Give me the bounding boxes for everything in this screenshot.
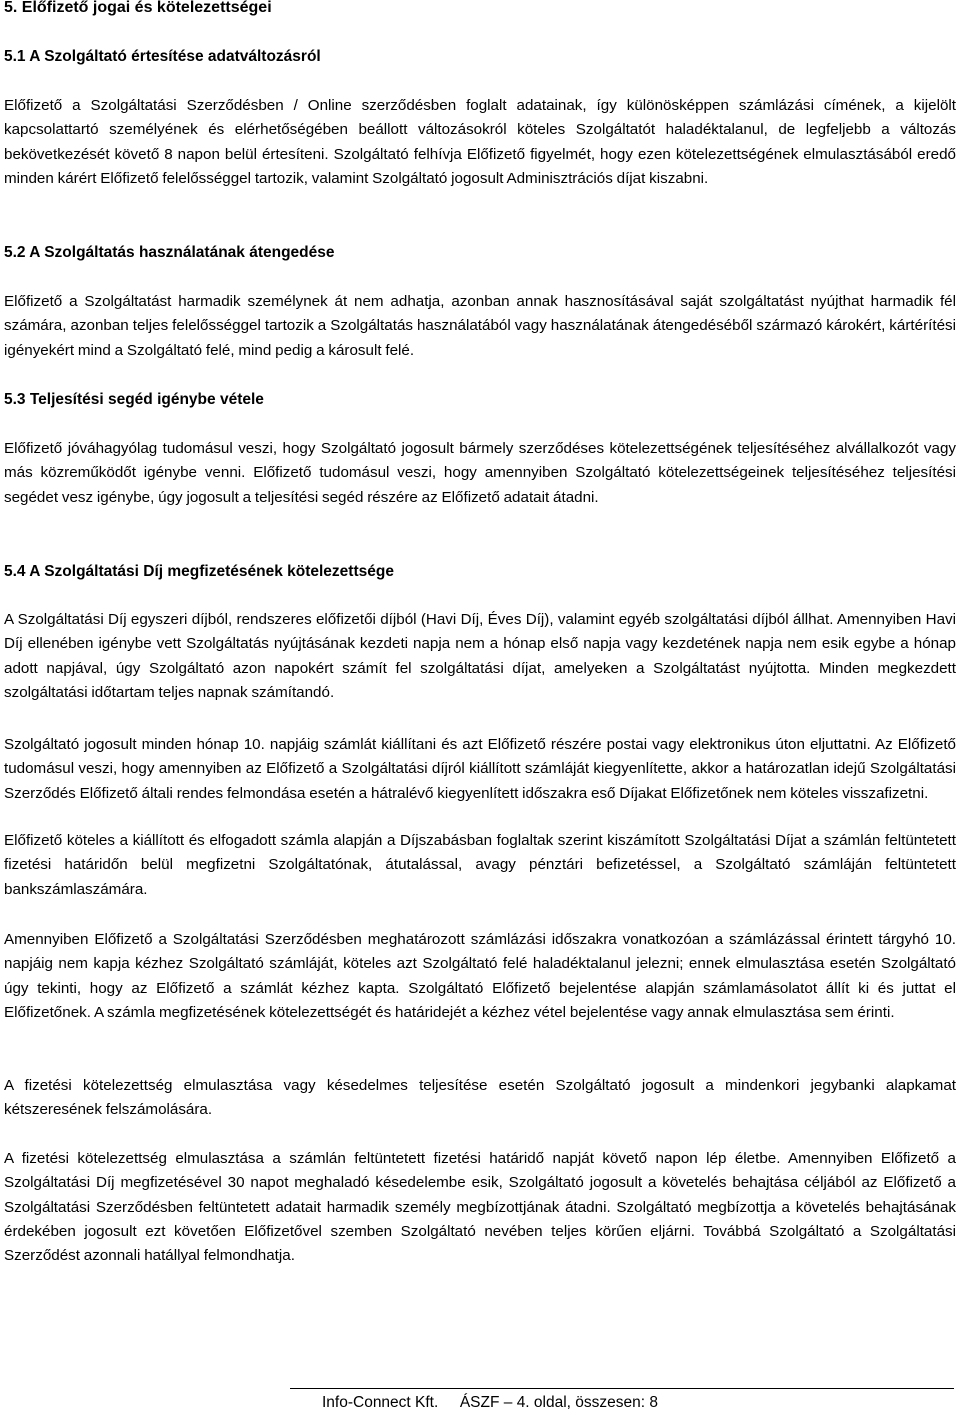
footer-company: Info-Connect Kft. bbox=[321, 1394, 439, 1411]
section-title: 5. Előfizető jogai és kötelezettségei bbox=[4, 0, 272, 16]
paragraph: A fizetési kötelezettség elmulasztása vagy késedelmes teljesítése esetén Szolgáltató jogosult a mindenkori jegybanki alapkamat kétszeresének felszámolására. bbox=[4, 1077, 956, 1119]
paragraph: Amennyiben Előfizető a Szolgáltatási Szerződésben meghatározott számlázási időszakra vonatkozóan a számlázással érintett tárgyhó 10. napjáig nem kapja kézhez Szolgáltató számláját, köteles azt Szolgáltató felé haladéktalanul jelezni; ennek elmulasztása esetén Szolgáltató úgy tekinti, hogy az Előfizető a számlát kézhez kapta. Szolgáltató Előfizető bejelentése alapján számlamásolatot állít ki és juttat el Előfizetőnek. A számla megfizetésének kötelezettségét és határidejét a kézhez vétel bejelentése vagy annak elmulasztása sem érinti. bbox=[4, 931, 956, 1021]
footer-divider bbox=[290, 1388, 954, 1389]
paragraph: Előfizető jóváhagyólag tudomásul veszi, hogy Szolgáltató jogosult bármely szerződéses kötelezettségének teljesítéséhez alvállalkozót vagy más közreműködőt igénybe venni. Előfizető tudomásul veszi, hogy amennyiben Szolgáltató kötelezettségeinek teljesítéséhez teljesítési segédet vesz igénybe, úgy jogosult a teljesítési segéd részére az Előfizető adatait átadni. bbox=[4, 440, 956, 506]
subsection-title: 5.4 A Szolgáltatási Díj megfizetésének kötelezettsége bbox=[4, 563, 394, 580]
paragraph: Előfizető köteles a kiállított és elfogadott számla alapján a Díjszabásban foglaltak szerint kiszámított Szolgáltatási Díjat a számlán feltüntetett fizetési határidőn belül megfizetni Szolgáltatónak, átutalással, avagy pénztári befizetéssel, a Szolgáltató számláján feltüntetett bankszámlaszámára. bbox=[4, 832, 956, 898]
subsection-title: 5.1 A Szolgáltató értesítése adatváltozásról bbox=[4, 48, 321, 65]
paragraph: Szolgáltató jogosult minden hónap 10. napjáig számlát kiállítani és azt Előfizető részére postai vagy elektronikus úton eljuttatni. Az Előfizető tudomásul veszi, hogy amennyiben az Előfizető a Szolgáltatási díjról kiállított számláját kiegyenlítette, akkor a határozatlan idejű Szolgáltatási Szerződés Előfizető általi rendes felmondása esetén a hátralévő kiegyenlített időszakra eső Díjakat Előfizetőnek nem köteles visszafizetni. bbox=[4, 736, 956, 802]
page-footer bbox=[0, 1388, 960, 1412]
footer-text bbox=[0, 1392, 960, 1414]
paragraph: Előfizető a Szolgáltatási Szerződésben / Online szerződésben foglalt adatainak, így különösképpen számlázási címének, a kijelölt kapcsolattartó személyének és elérhetőségében beállott változásokról köteles Szolgáltatót haladéktalanul, de legfeljebb a változás bekövetkezését követő 8 napon belül értesíteni. Szolgáltató felhívja Előfizető figyelmét, hogy ezen kötelezettségének elmulasztásából eredő minden kárért Előfizető felelősséggel tartozik, valamint Szolgáltató jogosult Adminisztrációs díjat kiszabni. bbox=[4, 97, 956, 187]
subsection-title: 5.2 A Szolgáltatás használatának átengedése bbox=[4, 244, 335, 261]
paragraph: A fizetési kötelezettség elmulasztása a számlán feltüntetett fizetési határidő napját követő napon lép életbe. Amennyiben Előfizető a Szolgáltatási Díj megfizetésével 30 napot meghaladó késedelembe esik, Szolgáltató jogosult a követelés behajtása céljából az Előfizető a Szolgáltatási Szerződésben feltüntetett adatait harmadik személy megbízottjának átadni. Szolgáltató megbízottja a követelés behajtásának érdekében jogosult ezt követően Előfizetővel szemben Szolgáltató nevében teljes körűen eljárni. Továbbá Szolgáltató a Szolgáltatási Szerződést azonnali hatállyal felmondhatja. bbox=[4, 1150, 956, 1265]
paragraph: Előfizető a Szolgáltatást harmadik személynek át nem adhatja, azonban annak hasznosításával saját szolgáltatást nyújthat harmadik fél számára, azonban teljes felelősséggel tartozik a Szolgáltatás használatából vagy használatának átengedéséből származó károkért, kártérítési igényekért mind a Szolgáltató felé, mind pedig a károsult felé. bbox=[4, 293, 956, 359]
footer-document: ÁSZF – 4. oldal, összesen: 8 bbox=[459, 1394, 658, 1411]
subsection-title: 5.3 Teljesítési segéd igénybe vétele bbox=[4, 391, 264, 408]
paragraph: A Szolgáltatási Díj egyszeri díjból, rendszeres előfizetői díjból (Havi Díj, Éves Díj), valamint egyéb szolgáltatási díjból állhat. Amennyiben Havi Díj ellenében igénybe vett Szolgáltatás nyújtásának kezdeti napja nem a hónap első napja vagy kezdetének napja nem esik egybe a hónap adott napjával, úgy Szolgáltató azon napokért számít fel szolgáltatási díjat, amelyeken a Szolgáltatást nyújtotta. Minden megkezdett szolgáltatási időtartam teljes napnak számítandó. bbox=[4, 611, 956, 701]
